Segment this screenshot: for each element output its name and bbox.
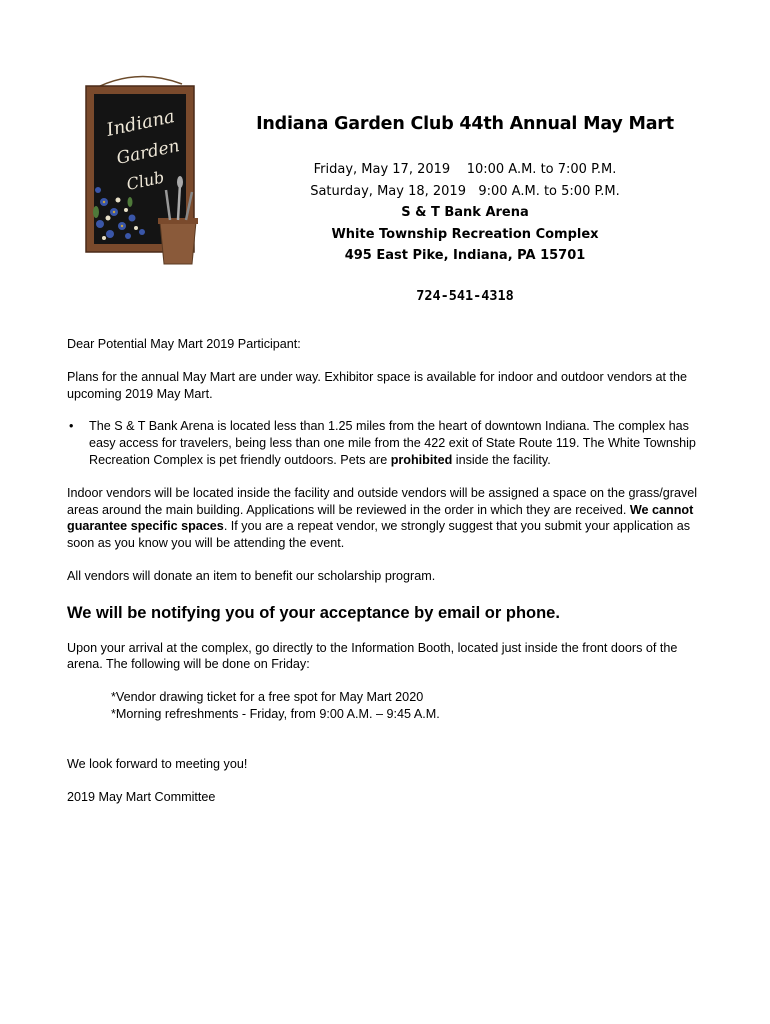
letter-body — [67, 336, 707, 805]
friday-item-ticket: *Vendor drawing ticket for a free spot for May Mart 2020 — [111, 690, 424, 705]
garden-club-logo — [70, 72, 210, 272]
prohibited-emphasis: prohibited — [390, 452, 453, 467]
venue-address: 495 East Pike, Indiana, PA 15701 — [344, 248, 586, 263]
vendor-placement-paragraph: Indoor vendors will be located inside the facility and outside vendors will be assigned a space on the grass/gravel areas around the main building. Applications will be reviewed in the order in which they are received. We cannot guarantee specific spaces. If you are a repeat vendor, we strongly suggest that you submit your application as soon as you know you will be attending the event. — [67, 485, 698, 551]
intro-paragraph: Plans for the annual May Mart are under way. Exhibitor space is available for indoor and outdoor vendors at the upcoming 2019 May Mart. — [67, 369, 688, 401]
contact-phone: 724-541-4318 — [416, 287, 514, 304]
bullet-marker: • — [69, 419, 74, 434]
svg-text:Garden: Garden — [114, 136, 182, 169]
saturday-hours: Saturday, May 18, 2019 9:00 A.M. to 5:00 P.M. — [310, 183, 620, 199]
venue-name: S & T Bank Arena — [401, 205, 529, 220]
friday-item-refreshments: *Morning refreshments - Friday, from 9:00 A.M. – 9:45 A.M. — [111, 706, 440, 721]
svg-text:Club: Club — [124, 167, 166, 194]
complex-name: White Township Recreation Complex — [331, 226, 599, 242]
event-title: Indiana Garden Club 44th Annual May Mart — [256, 114, 674, 134]
friday-hours: Friday, May 17, 2019 10:00 A.M. to 7:00 P.M. — [313, 162, 617, 177]
letter-greeting: Dear Potential May Mart 2019 Participant: — [67, 337, 301, 351]
closing-line: We look forward to meeting you! — [67, 756, 248, 771]
no-guarantee-emphasis: We cannot guarantee specific spaces — [67, 502, 694, 534]
notification-heading: We will be notifying you of your acceptance by email or phone. — [67, 603, 560, 622]
arena-bullet: • The S & T Bank Arena is located less than 1.25 miles from the heart of downtown Indiana. The complex has easy access for travelers, being less than one mile from the 422 exit of State Route 119. The White Township Recreation Complex is pet friendly outdoors. Pets are prohibited inside the facility. — [69, 419, 696, 467]
signature: 2019 May Mart Committee — [67, 789, 216, 804]
svg-text:Indiana: Indiana — [104, 105, 177, 141]
event-header — [240, 114, 690, 317]
donation-paragraph: All vendors will donate an item to benefit our scholarship program. — [67, 568, 436, 583]
arrival-paragraph: Upon your arrival at the complex, go directly to the Information Booth, located just inside the front doors of the arena. The following will be done on Friday: — [67, 640, 678, 672]
